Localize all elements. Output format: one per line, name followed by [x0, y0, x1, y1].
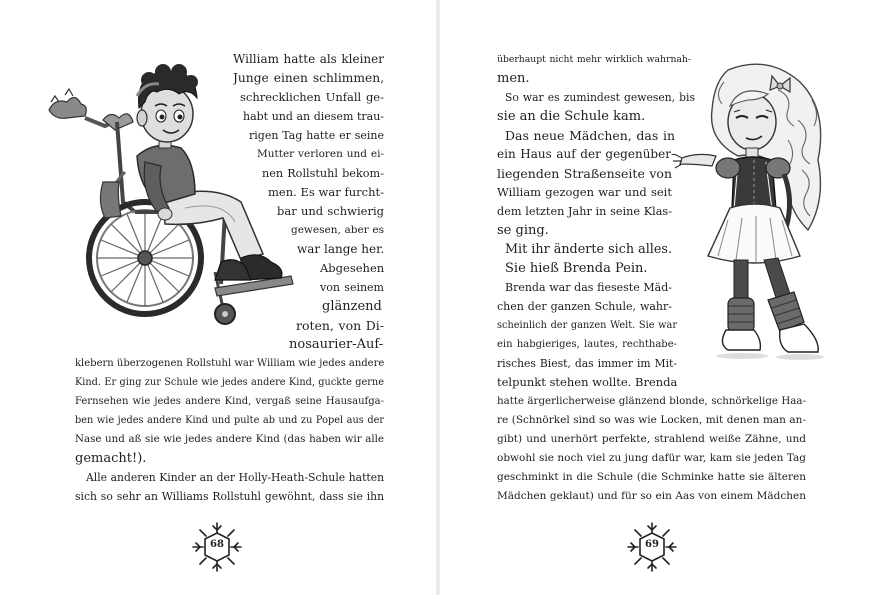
text-line: Fernsehen wie jedes andere Kind, vergaß seine Hausaufga-: [75, 396, 384, 407]
text-line: schrecklichen Unfall ge-: [240, 90, 384, 104]
text-line: geschminkt in die Schule (die Schminke hatte sie älteren: [497, 471, 806, 483]
text-line: ein Haus auf der gegenüber-: [497, 147, 675, 161]
text-line: gemacht!).: [75, 451, 147, 466]
text-line: Mädchen geklaut) und für so ein Aas von einem Mädchen: [497, 490, 806, 502]
text-line: men.: [497, 71, 530, 86]
text-line: gibt) und unerhört perfekte, strahlend weiße Zähne, und: [497, 433, 806, 445]
text-line: nen Rollstuhl bekom-: [262, 167, 384, 180]
curly-haired-girl-illustration: [668, 60, 833, 370]
text-line: So war es zumindest gewesen, bis: [505, 91, 695, 104]
text-line: rigen Tag hatte er seine: [249, 129, 384, 142]
text-line: obwohl sie noch viel zu jung dafür war, kam sie jeden Tag: [497, 452, 806, 464]
text-line: men. Es war furcht-: [268, 185, 384, 199]
text-line: Mit ihr änderte sich alles.: [505, 242, 672, 257]
text-line: Brenda war das fieseste Mäd-: [505, 281, 672, 294]
text-line: Mutter verloren und ei-: [257, 148, 384, 160]
text-line: ein habgieriges, lautes, rechthabe-: [497, 339, 677, 350]
book-gutter: [436, 0, 440, 595]
page-number: 68: [210, 539, 224, 550]
text-line: chen der ganzen Schule, wahr-: [497, 300, 672, 313]
text-line: war lange her.: [297, 242, 384, 256]
text-line: Kind. Er ging zur Schule wie jedes andere Kind, guckte gerne: [75, 377, 384, 388]
text-line: William hatte als kleiner: [233, 52, 384, 66]
text-line: dem letzten Jahr in seine Klas-: [497, 205, 672, 218]
text-line: Abgesehen: [320, 261, 384, 275]
text-line: Sie hieß Brenda Pein.: [505, 261, 648, 276]
page-number-badge: [191, 521, 243, 573]
text-line: Alle anderen Kinder an der Holly-Heath-Schule hatten: [86, 471, 384, 484]
text-line: habt und an diesem trau-: [243, 110, 384, 123]
text-line: von seinem: [320, 281, 384, 294]
text-line: telpunkt stehen wollte. Brenda: [497, 375, 677, 389]
text-line: roten, von Di-: [296, 318, 384, 333]
text-line: scheinlich der ganzen Welt. Sie war: [497, 320, 677, 331]
text-line: re (Schnörkel sind so was wie Locken, mit denen man an-: [497, 414, 806, 426]
text-line: risches Biest, das immer im Mit-: [497, 357, 677, 370]
text-line: Nase und aß sie wie jedes andere Kind (das haben wir alle: [75, 433, 384, 445]
text-line: se ging.: [497, 223, 549, 238]
text-line: William gezogen war und seit: [497, 185, 672, 199]
text-line: ben wie jedes andere Kind und pulte ab und zu Popel aus der: [75, 415, 384, 426]
text-line: hatte ärgerlicherweise glänzend blonde, schnörkelige Haa-: [497, 395, 806, 407]
text-line: bar und schwierig: [277, 204, 384, 218]
text-line: nosaurier-Auf-: [289, 337, 384, 352]
page-number-badge: [626, 521, 678, 573]
text-line: gewesen, aber es: [291, 224, 384, 236]
text-line: Das neue Mädchen, das in: [505, 128, 675, 143]
text-line: liegenden Straßenseite von: [497, 166, 672, 181]
text-line: sich so sehr an Williams Rollstuhl gewöhnt, dass sie ihn: [75, 490, 384, 503]
text-line: klebern überzogenen Rollstuhl war William wie jedes andere: [75, 358, 384, 369]
text-line: Junge einen schlimmen,: [233, 71, 384, 85]
text-line: glänzend: [322, 299, 382, 314]
boy-in-wheelchair-illustration: [45, 62, 295, 337]
text-line: überhaupt nicht mehr wirklich wahrnah-: [497, 54, 691, 65]
text-line: sie an die Schule kam.: [497, 109, 646, 124]
page-number: 69: [645, 539, 659, 550]
